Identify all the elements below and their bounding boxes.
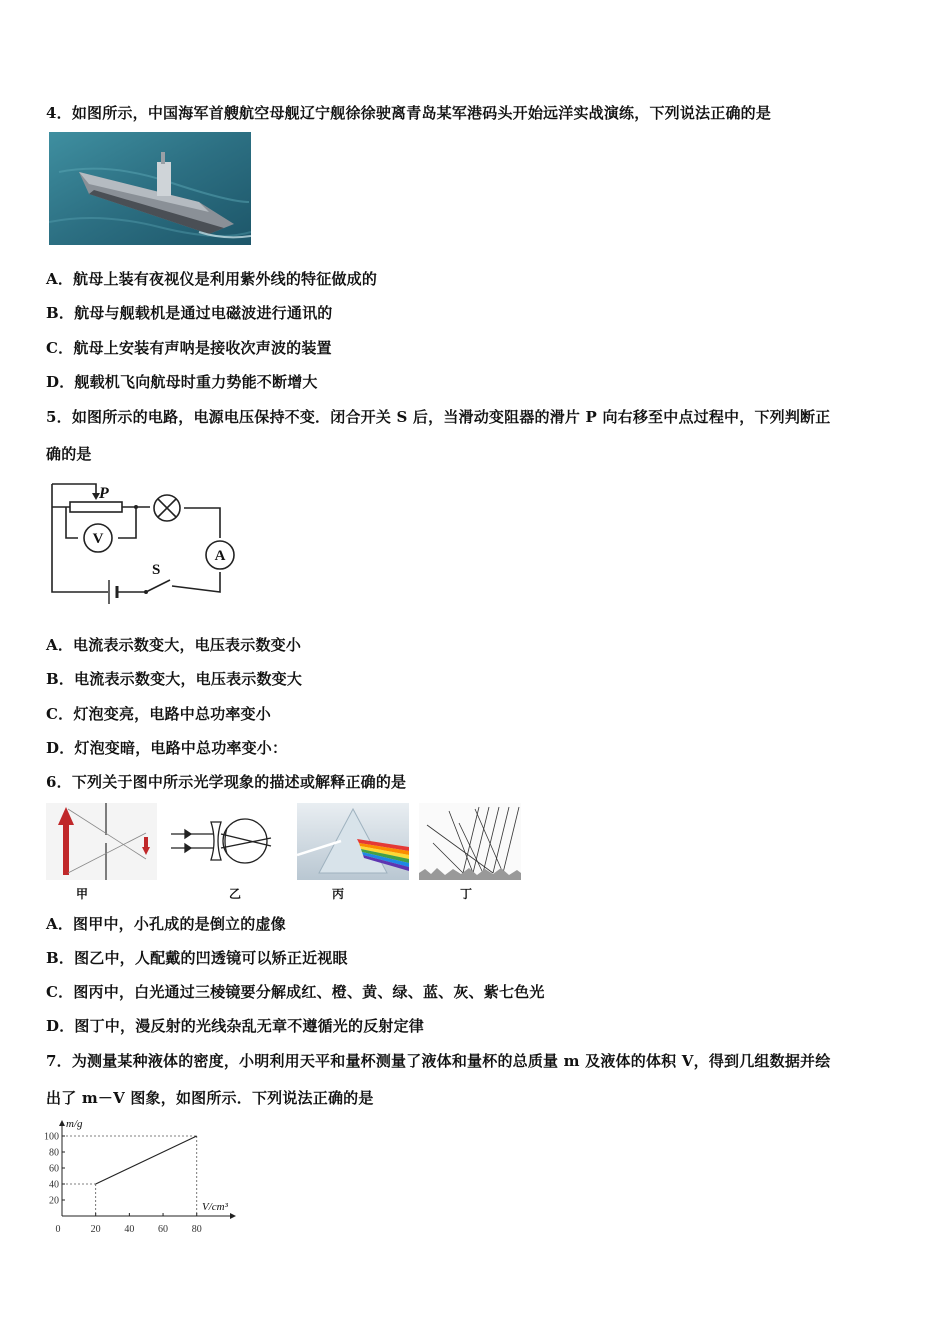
q6-option-c: C．图丙中，白光通过三棱镜要分解成红、橙、黄、绿、蓝、灰、紫七色光 — [46, 983, 545, 1001]
q5-stem-line2: 确的是 — [46, 445, 92, 463]
slider-label: P — [99, 485, 109, 502]
eye-lens-figure — [171, 812, 281, 872]
q4-option-d: D．舰载机飞向航母时重力势能不断增大 — [46, 373, 318, 391]
q6-option-a: A．图甲中，小孔成的是倒立的虚像 — [46, 915, 286, 933]
q5-option-d: D．灯泡变暗，电路中总功率变小： — [46, 739, 288, 757]
x-tick-label: 0 — [55, 1224, 61, 1235]
q7-stem-line1: 7．为测量某种液体的密度，小明利用天平和量杯测量了液体和量杯的总质量 m 及液体的体积 V，得到几组数据并绘 — [46, 1052, 831, 1070]
y-tick-label: 40 — [49, 1179, 59, 1191]
x-tick-label: 20 — [90, 1224, 101, 1235]
q5-stem-line1: 5．如图所示的电路，电源电压保持不变．闭合开关 S 后，当滑动变阻器的滑片 P 向右移至中点过程中，下列判断正 — [46, 408, 831, 426]
caption-ding: 丁 — [460, 887, 473, 901]
diffuse-reflection-figure — [419, 803, 521, 880]
circuit-diagram — [46, 476, 246, 608]
m-v-chart — [40, 1118, 240, 1240]
x-axis-label: V/cm³ — [202, 1201, 228, 1213]
q4-option-a: A．航母上装有夜视仪是利用紫外线的特征做成的 — [46, 270, 378, 288]
q6-option-b: B．图乙中，人配戴的凹透镜可以矫正近视眼 — [46, 949, 348, 967]
ammeter-label: A — [214, 548, 226, 564]
prism-figure — [297, 803, 409, 880]
voltmeter-label: V — [92, 531, 104, 547]
y-axis-label: m/g — [66, 1118, 83, 1130]
q6-option-d: D．图丁中，漫反射的光线杂乱无章不遵循光的反射定律 — [46, 1017, 425, 1035]
y-tick-label: 20 — [49, 1195, 59, 1207]
caption-jia: 甲 — [76, 887, 89, 901]
y-tick-label: 80 — [49, 1147, 59, 1159]
q4-stem: 4．如图所示，中国海军首艘航空母舰辽宁舰徐徐驶离青岛某军港码头开始远洋实战演练，下列说法正确的是 — [46, 104, 772, 122]
x-tick-label: 40 — [124, 1224, 135, 1235]
y-tick-label: 60 — [49, 1163, 59, 1175]
x-tick-label: 80 — [191, 1224, 202, 1235]
x-axis-arrow-icon — [230, 1213, 236, 1219]
q5-option-b: B．电流表示数变大，电压表示数变大 — [46, 670, 303, 688]
caption-bing: 丙 — [332, 887, 345, 901]
caption-yi: 乙 — [229, 887, 242, 901]
data-series-line — [96, 1136, 197, 1184]
y-tick-label: 100 — [44, 1131, 59, 1143]
q5-option-a: A．电流表示数变大，电压表示数变小 — [46, 636, 302, 654]
q6-stem: 6．下列关于图中所示光学现象的描述或解释正确的是 — [46, 773, 407, 791]
q4-option-c: C．航母上安装有声呐是接收次声波的装置 — [46, 339, 332, 357]
q7-stem-line2: 出了 m－V 图象，如图所示．下列说法正确的是 — [46, 1089, 374, 1107]
y-axis-arrow-icon — [59, 1120, 65, 1126]
aircraft-carrier-photo — [49, 132, 251, 245]
x-tick-label: 60 — [158, 1224, 169, 1235]
switch-label: S — [152, 562, 161, 578]
q5-option-c: C．灯泡变亮，电路中总功率变小 — [46, 705, 271, 723]
pinhole-figure — [46, 803, 157, 880]
q4-option-b: B．航母与舰载机是通过电磁波进行通讯的 — [46, 304, 333, 322]
